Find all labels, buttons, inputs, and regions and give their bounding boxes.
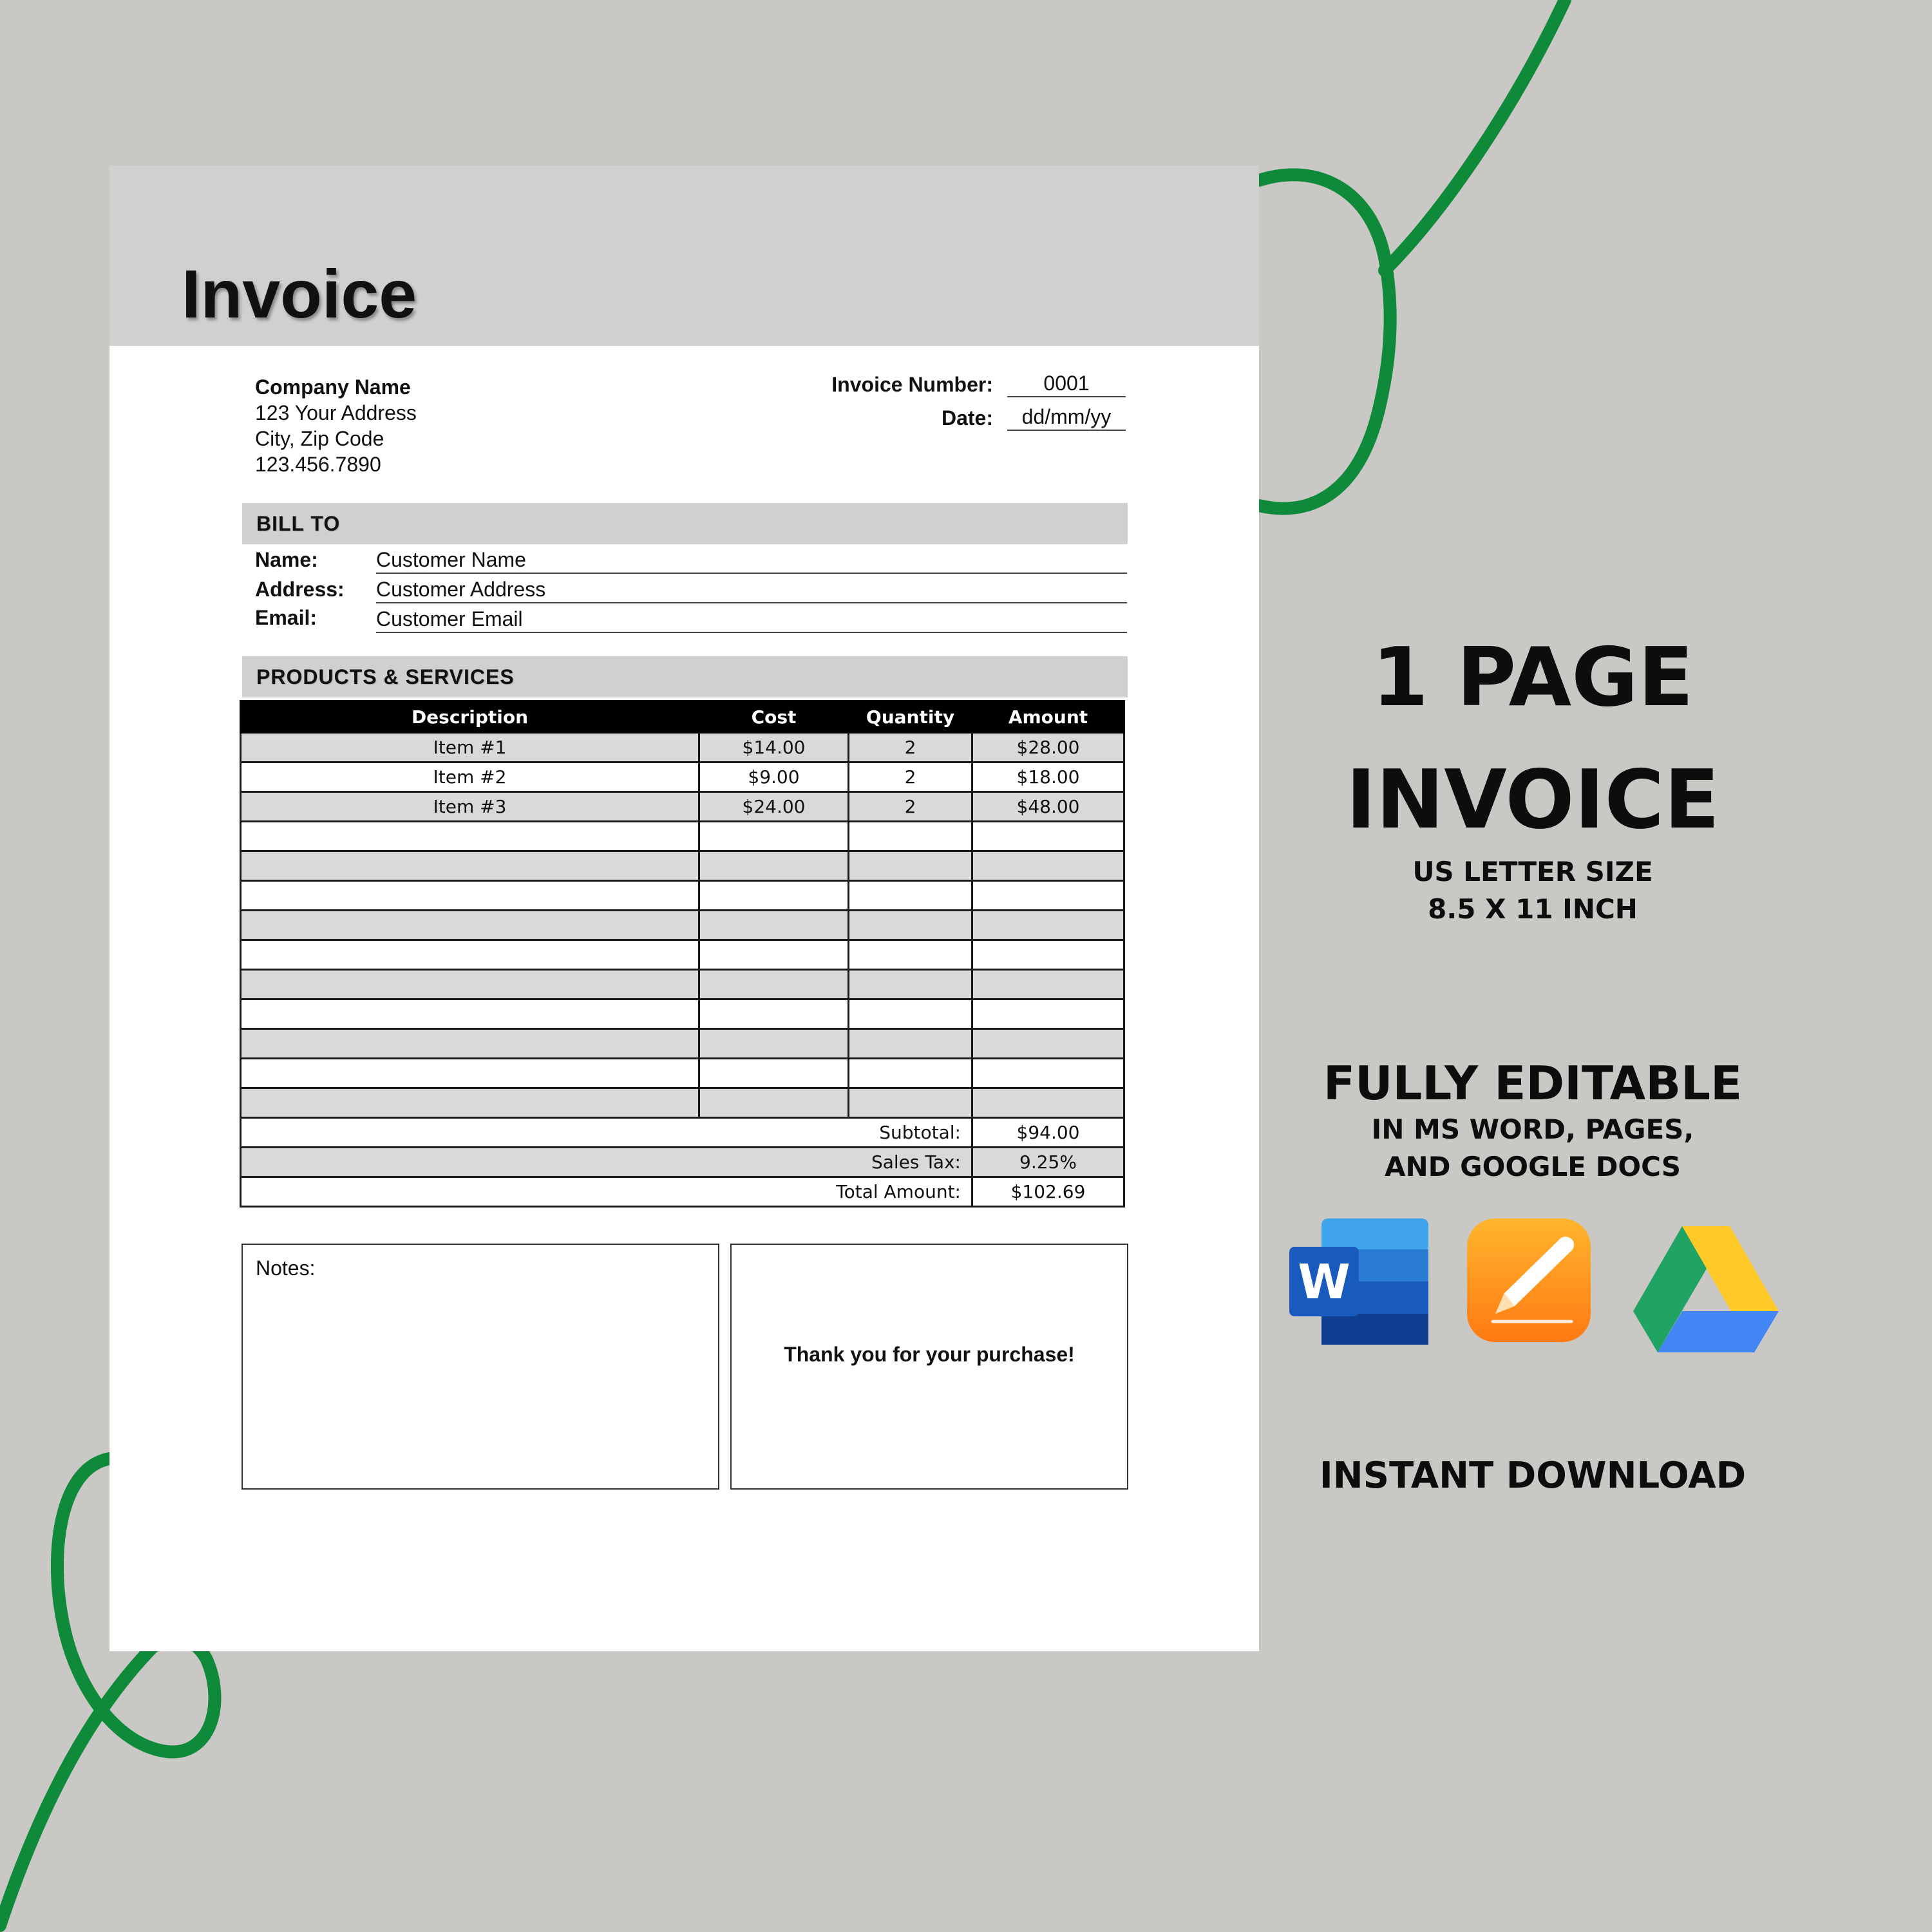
table-row-empty: [241, 851, 1124, 881]
table-cell[interactable]: [241, 881, 699, 911]
table-row-empty: [241, 1088, 1124, 1118]
table-cell[interactable]: [972, 822, 1124, 851]
bill-to-heading: BILL TO: [256, 512, 341, 535]
table-row-empty: [241, 940, 1124, 970]
company-phone: 123.456.7890: [255, 453, 381, 476]
promo-editable: FULLY EDITABLE: [1323, 1056, 1743, 1110]
column-header: Cost: [699, 701, 849, 733]
customer-email-field[interactable]: Customer Email: [376, 606, 1127, 633]
table-cell[interactable]: 2: [849, 733, 972, 762]
table-cell[interactable]: [241, 999, 699, 1029]
table-row-empty: [241, 970, 1124, 999]
products-heading: PRODUCTS & SERVICES: [256, 665, 515, 688]
table-cell[interactable]: [241, 1059, 699, 1088]
date-field[interactable]: dd/mm/yy: [1007, 404, 1126, 431]
table-cell[interactable]: [849, 1088, 972, 1118]
table-cell[interactable]: $48.00: [972, 792, 1124, 822]
table-cell[interactable]: [699, 851, 849, 881]
column-header: Amount: [972, 701, 1124, 733]
total-amount-row-label: Total Amount:: [241, 1177, 972, 1207]
subtotal-row-label: Subtotal:: [241, 1118, 972, 1148]
column-header: Quantity: [849, 701, 972, 733]
table-cell[interactable]: Item #2: [241, 762, 699, 792]
total-amount-row: [241, 1177, 1124, 1207]
promo-download: INSTANT DOWNLOAD: [1319, 1455, 1747, 1497]
table-cell[interactable]: [241, 1029, 699, 1059]
table-cell[interactable]: [849, 999, 972, 1029]
table-cell[interactable]: [699, 1059, 849, 1088]
pages-icon: [1466, 1217, 1592, 1343]
column-header: Description: [241, 701, 699, 733]
invoice-title: Invoice: [182, 256, 417, 332]
company-address: 123 Your Address: [255, 401, 417, 424]
table-row-empty: [241, 1059, 1124, 1088]
table-cell[interactable]: [849, 1059, 972, 1088]
table-row-empty: [241, 999, 1124, 1029]
google-drive-icon: [1633, 1224, 1779, 1352]
table-cell[interactable]: $18.00: [972, 762, 1124, 792]
table-row-empty: [241, 881, 1124, 911]
table-cell[interactable]: [972, 1029, 1124, 1059]
sales-tax-row: [241, 1148, 1124, 1177]
customer-address-field[interactable]: Customer Address: [376, 576, 1127, 603]
invoice-header-band: [109, 166, 1259, 346]
invoice-number-label: Invoice Number:: [831, 373, 993, 396]
table-cell[interactable]: [699, 822, 849, 851]
thanks-box: [730, 1244, 1128, 1490]
promo-size-1: US LETTER SIZE: [1412, 856, 1653, 887]
table-row: [241, 733, 1124, 762]
table-row: [241, 762, 1124, 792]
table-row-empty: [241, 1029, 1124, 1059]
table-cell[interactable]: 2: [849, 792, 972, 822]
table-cell[interactable]: Item #1: [241, 733, 699, 762]
table-cell[interactable]: [972, 999, 1124, 1029]
table-cell[interactable]: [241, 911, 699, 940]
invoice-page: [109, 166, 1259, 1651]
table-cell[interactable]: [699, 881, 849, 911]
promo-line-2: INVOICE: [1345, 752, 1720, 847]
table-cell[interactable]: [972, 940, 1124, 970]
bill-to-address-label: Address:: [255, 578, 345, 601]
table-cell[interactable]: [849, 851, 972, 881]
table-cell[interactable]: [241, 940, 699, 970]
customer-name-field[interactable]: Customer Name: [376, 547, 1127, 574]
table-cell[interactable]: $14.00: [699, 733, 849, 762]
table-cell[interactable]: [849, 911, 972, 940]
table-cell[interactable]: [972, 970, 1124, 999]
total-amount-row-value[interactable]: $102.69: [972, 1177, 1124, 1207]
bill-to-name-label: Name:: [255, 548, 318, 571]
table-cell[interactable]: Item #3: [241, 792, 699, 822]
sales-tax-row-value[interactable]: 9.25%: [972, 1148, 1124, 1177]
table-cell[interactable]: [849, 881, 972, 911]
table-cell[interactable]: [241, 1088, 699, 1118]
table-cell[interactable]: [849, 970, 972, 999]
table-cell[interactable]: [849, 940, 972, 970]
top-green-curve: [1259, 0, 1565, 509]
invoice-number-field[interactable]: 0001: [1007, 370, 1126, 397]
table-row-empty: [241, 822, 1124, 851]
promo-size-2: 8.5 X 11 INCH: [1428, 893, 1638, 925]
table-cell[interactable]: [972, 911, 1124, 940]
bill-to-email-label: Email:: [255, 606, 317, 629]
table-cell[interactable]: [241, 822, 699, 851]
company-city: City, Zip Code: [255, 427, 384, 450]
table-cell[interactable]: [849, 822, 972, 851]
table-cell[interactable]: [699, 970, 849, 999]
promo-line-1: 1 PAGE: [1372, 630, 1694, 724]
table-cell[interactable]: [972, 851, 1124, 881]
subtotal-row-value[interactable]: $94.00: [972, 1118, 1124, 1148]
promo-apps-1: IN MS WORD, PAGES,: [1371, 1113, 1694, 1145]
notes-box[interactable]: [242, 1244, 719, 1490]
table-cell[interactable]: [972, 1059, 1124, 1088]
promo-apps-2: AND GOOGLE DOCS: [1385, 1151, 1681, 1182]
items-header-row: [241, 701, 1124, 733]
table-cell[interactable]: $24.00: [699, 792, 849, 822]
table-row-empty: [241, 911, 1124, 940]
items-table: [240, 700, 1125, 1208]
thanks-message: Thank you for your purchase!: [784, 1343, 1075, 1366]
table-cell[interactable]: [241, 851, 699, 881]
notes-label: Notes:: [256, 1256, 316, 1280]
table-cell[interactable]: [241, 970, 699, 999]
word-icon-letter: W: [1298, 1255, 1350, 1310]
table-cell[interactable]: [699, 1029, 849, 1059]
subtotal-row: [241, 1118, 1124, 1148]
sales-tax-row-label: Sales Tax:: [241, 1148, 972, 1177]
word-icon: [1288, 1217, 1430, 1346]
table-cell[interactable]: [972, 881, 1124, 911]
table-cell[interactable]: [699, 999, 849, 1029]
bill-to-band: [242, 503, 1128, 544]
company-name: Company Name: [255, 375, 411, 399]
table-cell[interactable]: [699, 940, 849, 970]
table-cell[interactable]: $9.00: [699, 762, 849, 792]
table-cell[interactable]: 2: [849, 762, 972, 792]
date-label: Date:: [941, 406, 993, 430]
table-row: [241, 792, 1124, 822]
table-cell[interactable]: [972, 1088, 1124, 1118]
products-band: [242, 656, 1128, 697]
table-cell[interactable]: [699, 1088, 849, 1118]
table-cell[interactable]: [699, 911, 849, 940]
table-cell[interactable]: $28.00: [972, 733, 1124, 762]
table-cell[interactable]: [849, 1029, 972, 1059]
